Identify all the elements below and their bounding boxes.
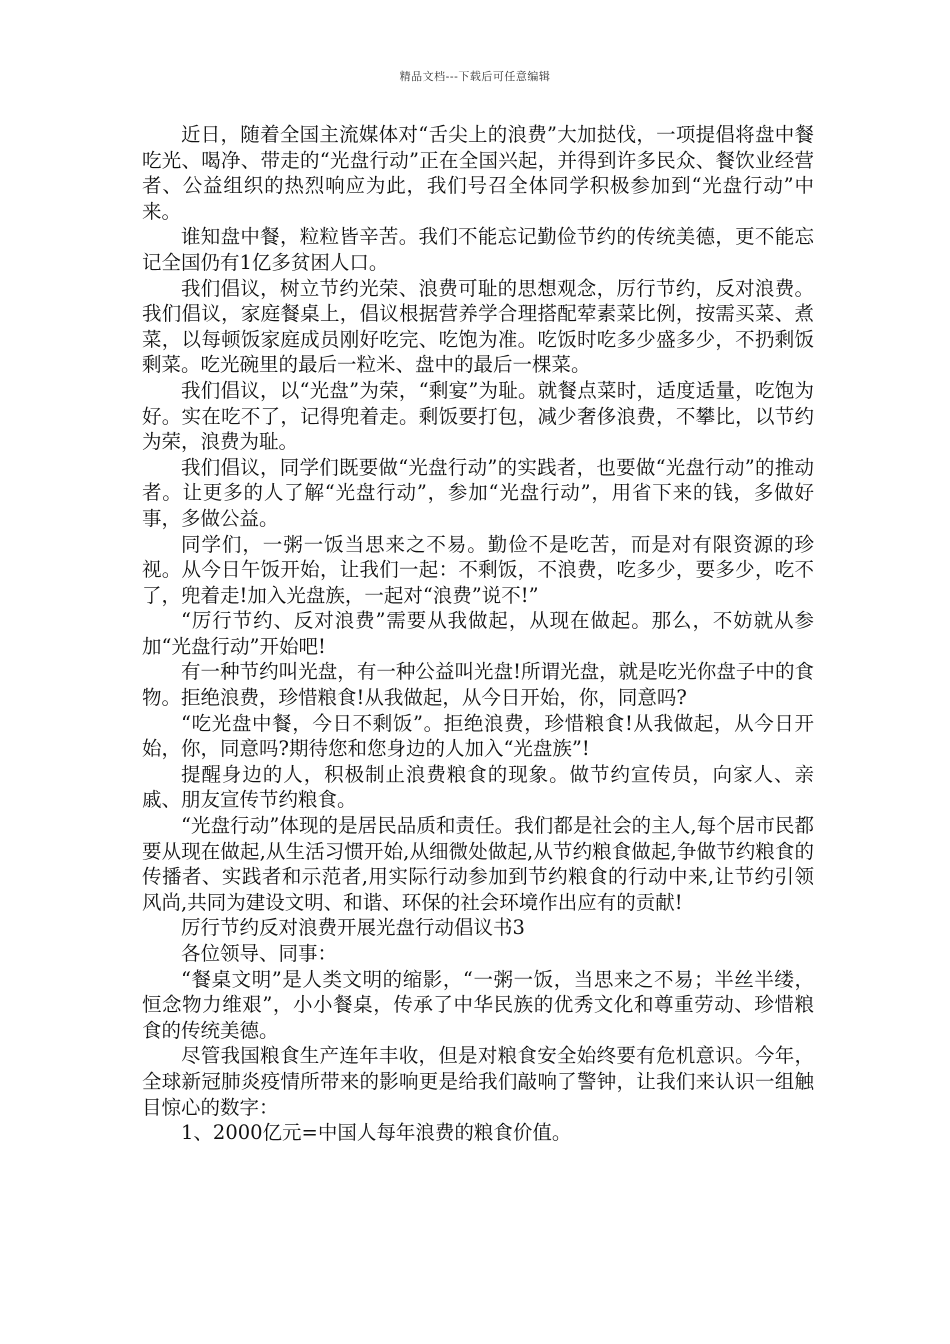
paragraph-10: 提醒身边的人，积极制止浪费粮食的现象。做节约宣传员，向家人、亲戚、朋友宣传节约粮食。 [142,762,814,812]
document-body [142,122,814,1146]
section-title: 厉行节约反对浪费开展光盘行动倡议书3 [181,916,525,940]
paragraph-9: “吃光盘中餐，今日不剩饭”。拒绝浪费，珍惜粮食!从我做起，从今日开始，你，同意吗?期待您和您身边的人加入“光盘族”! [142,711,814,761]
paragraph-5: 我们倡议，同学们既要做“光盘行动”的实践者，也要做“光盘行动”的推动者。让更多的人了解“光盘行动”，参加“光盘行动”，用省下来的钱，多做好事，多做公益。 [142,455,814,530]
paragraph-14: “餐桌文明”是人类文明的缩影，“一粥一饭，当思来之不易；半丝半缕，恒念物力维艰”，小小餐桌，传承了中华民族的优秀文化和尊重劳动、珍惜粮食的传统美德。 [142,967,814,1042]
paragraph-3: 我们倡议，树立节约光荣、浪费可耻的思想观念，厉行节约，反对浪费。我们倡议，家庭餐桌上，倡议根据营养学合理搭配荤素菜比例，按需买菜、煮菜，以每顿饭家庭成员刚好吃完、吃饱为准。吃饭时吃多少盛多少，不扔剩饭剩菜。吃光碗里的最后一粒米、盘中的最后一棵菜。 [142,276,814,377]
paragraph-2: 谁知盘中餐，粒粒皆辛苦。我们不能忘记勤俭节约的传统美德，更不能忘记全国仍有1亿多贫困人口。 [142,225,814,274]
salutation: 各位领导、同事： [181,942,338,965]
paragraph-8: 有一种节约叫光盘，有一种公益叫光盘!所谓光盘，就是吃光你盘子中的食物。拒绝浪费，珍惜粮食!从我做起，从今日开始，你，同意吗? [142,660,814,710]
paragraph-7: “厉行节约、反对浪费”需要从我做起，从现在做起。那么，不妨就从参加“光盘行动”开始吧! [142,609,814,658]
paragraph-4: 我们倡议，以“光盘”为荣，“剩宴”为耻。就餐点菜时，适度适量，吃饱为好。实在吃不了，记得兜着走。剩饭要打包，减少奢侈浪费，不攀比，以节约为荣，浪费为耻。 [142,378,814,454]
paragraph-6: 同学们，一粥一饭当思来之不易。勤俭不是吃苦，而是对有限资源的珍视。从今日午饭开始，让我们一起：不剩饭，不浪费，吃多少，要多少，吃不了，兜着走!加入光盘族，一起对“浪费”说不!” [142,532,814,607]
paragraph-1: 近日，随着全国主流媒体对“舌尖上的浪费”大加挞伐，一项提倡将盘中餐吃光、喝净、带走的“光盘行动”正在全国兴起，并得到许多民众、餐饮业经营者、公益组织的热烈响应为此，我们号召全体同学积极参加到“光盘行动”中来。 [142,123,814,223]
paragraph-16: 1、2000亿元=中国人每年浪费的粮食价值。 [181,1121,572,1145]
paragraph-15: 尽管我国粮食生产连年丰收，但是对粮食安全始终要有危机意识。今年，全球新冠肺炎疫情所带来的影响更是给我们敲响了警钟，让我们来认识一组触目惊心的数字： [142,1044,814,1119]
page-header: 精品文档---下载后可任意编辑 [399,70,551,83]
paragraph-11: “光盘行动”体现的是居民品质和责任。我们都是社会的主人,每个居市民都要从现在做起,从生活习惯开始,从细微处做起,从节约粮食做起,争做节约粮食的传播者、实践者和示范者,用实际行动参加到节约粮食的行动中来,让节约引领风尚,共同为建设文明、和谐、环保的社会环境作出应有的贡献! [142,814,814,914]
